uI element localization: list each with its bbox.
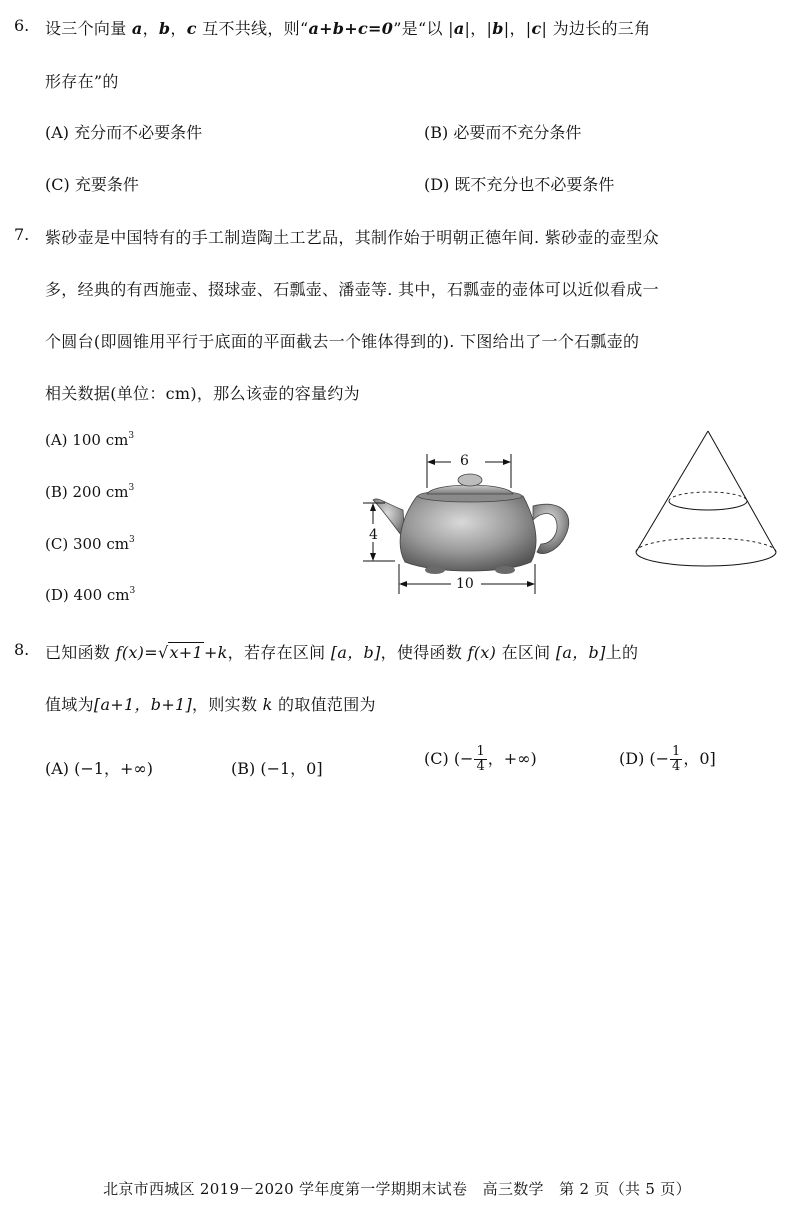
fraction-quarter	[474, 745, 486, 774]
frac-numerator: 1	[476, 744, 485, 759]
q8-option-d	[619, 745, 716, 774]
q8-line2-a: 值域为	[45, 695, 94, 714]
q6-text-d: 为边长的三角	[552, 19, 651, 38]
frac-denominator: 4	[672, 759, 681, 774]
q6-condition: a+b+c=0	[308, 19, 394, 38]
q6-option-d: (D) 既不充分也不必要条件	[424, 175, 615, 194]
q8-option-c	[424, 745, 537, 774]
q8-option-b: (B) (−1，0]	[231, 759, 323, 778]
dim-height-label: 4	[369, 527, 378, 543]
q7-option-a	[45, 431, 134, 449]
unit-superscript: 3	[128, 535, 135, 545]
vector-b: b	[158, 19, 171, 38]
comma: ，	[142, 19, 159, 38]
interval-ab: [a，b]	[330, 643, 381, 662]
q7-option-b-text: (B) 200 cm	[45, 483, 129, 501]
unit-superscript: 3	[128, 483, 135, 493]
q8-option-c-post: ，+∞)	[487, 749, 537, 768]
q8-option-c-pre: (C) (−	[424, 749, 474, 768]
plus-k: +k	[203, 643, 228, 662]
quote-open: “	[299, 19, 309, 38]
q8-line1	[45, 640, 638, 663]
q8-text-b: ，若存在区间	[227, 643, 326, 662]
comma: ，	[170, 19, 187, 38]
q6-option-b: (B) 必要而不充分条件	[424, 123, 582, 142]
q8-line2	[45, 692, 376, 715]
q8-line2-c: 的取值范围为	[278, 695, 376, 714]
q6-text-a: 设三个向量	[45, 19, 127, 38]
q8-text-a: 已知函数	[45, 643, 111, 662]
frac-numerator: 1	[672, 744, 681, 759]
sqrt-argument	[168, 642, 204, 662]
q7-option-a-text: (A) 100 cm	[45, 431, 129, 449]
vector-c: c	[186, 19, 197, 38]
q6-option-a: (A) 充分而不必要条件	[45, 123, 203, 142]
q7-line2: 多，经典的有西施壶、掇球壶、石瓢壶、潘壶等. 其中，石瓢壶的壶体可以近似看成一	[45, 280, 659, 299]
unit-superscript: 3	[128, 431, 135, 441]
q8-option-d-post: ，0]	[683, 749, 716, 768]
sqrt-sign: √	[157, 643, 169, 662]
unit-superscript: 3	[129, 586, 136, 596]
vector-a: a	[131, 19, 143, 38]
q7-line3: 个圆台(即圆锥用平行于底面的平面截去一个锥体得到的). 下图给出了一个石瓢壶的	[45, 332, 640, 351]
q6-number: 6.	[14, 16, 30, 35]
q8-option-d-pre: (D) (−	[619, 749, 670, 768]
dim-top-label: 6	[460, 453, 469, 469]
equals: =	[144, 643, 158, 662]
function-f: f(x)	[467, 643, 497, 662]
q7-option-d-text: (D) 400 cm	[45, 586, 130, 604]
q7-number: 7.	[14, 225, 30, 244]
frustum-cone-figure	[630, 428, 780, 570]
sqrt-arg-text: x+1	[169, 643, 203, 662]
q6-line1: 设三个向量 a，b，c 互不共线，则“a+b+c=0”是“以 |a|，|b|，|c| 为边长的三角	[45, 19, 651, 38]
q8-number: 8.	[14, 640, 30, 659]
q6-line2: 形存在”的	[45, 72, 119, 91]
q8-line2-b: ，则实数	[192, 695, 258, 714]
q8-text-c: ，使得函数	[380, 643, 463, 662]
q7-option-d	[45, 586, 135, 604]
q7-option-c-text: (C) 300 cm	[45, 535, 129, 553]
range-interval: [a+1，b+1]	[93, 695, 193, 714]
q7-line4: 相关数据(单位：cm)，那么该壶的容量约为	[45, 384, 360, 403]
comma: ，	[470, 19, 487, 38]
page-footer: 北京市西城区 2019－2020 学年度第一学期期末试卷 高三数学 第 2 页（共 5 页）	[103, 1180, 691, 1198]
function-f: f(x)	[115, 643, 145, 662]
abs-a: a	[453, 19, 465, 38]
dim-bottom-label: 10	[456, 576, 474, 592]
q7-line1: 紫砂壶是中国特有的手工制造陶土工艺品，其制作始于明朝正德年间. 紫砂壶的壶型众	[45, 228, 659, 247]
interval-ab: [a，b]	[555, 643, 606, 662]
comma: ，	[509, 19, 526, 38]
q7-option-b	[45, 483, 134, 501]
var-k: k	[262, 695, 273, 714]
frac-denominator: 4	[476, 759, 485, 774]
q6-text-c: 是“以	[401, 19, 443, 38]
q7-option-c	[45, 535, 135, 553]
abs-c: c	[531, 19, 542, 38]
q8-text-d: 在区间	[501, 643, 551, 662]
q8-option-a: (A) (−1，+∞)	[45, 759, 153, 778]
q6-text-b: 互不共线，则	[202, 19, 300, 38]
q8-text-e: 上的	[605, 643, 639, 662]
quote-close: ”	[393, 19, 402, 38]
q6-option-c: (C) 充要条件	[45, 175, 139, 194]
abs-b: b	[492, 19, 504, 38]
fraction-quarter	[670, 745, 682, 774]
